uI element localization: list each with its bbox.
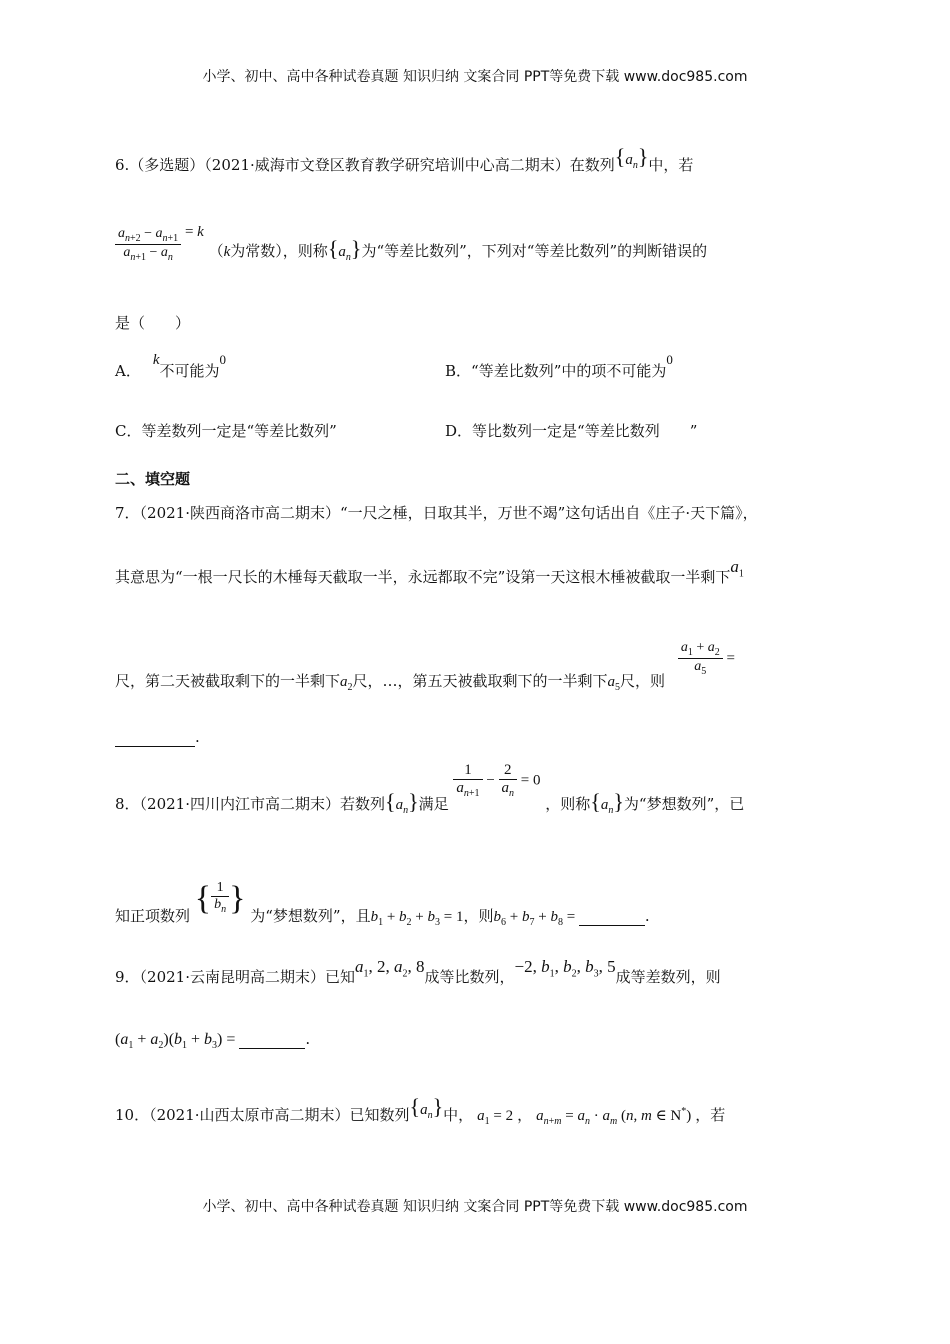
q6-option-d: D．等比数列一定是“等差比数列 ” [445,422,698,440]
q6-option-c: C．等差数列一定是“等差比数列” [115,422,337,440]
q6-ratio-fraction: $\frac{a_{n+2} - a_{n+1}}{a_{n+1} - a_n}$ [115,226,181,263]
answer-blank[interactable] [115,728,195,747]
q7-fraction: $\frac{a_1 + a_2}{a_5}$ [678,640,723,677]
q6-option-a: A．k不可能为0 [115,352,227,380]
q6-option-b: B．“等差比数列”中的项不可能为0 [445,352,673,380]
q6-condition-line: $\frac{a_{n+2} - a_{n+1}}{a_{n+1} - a_n}$ = k （k为常数），则称$\{a_n\}$为“等差比数列”，下列对“等差比数列”的判断错误的 [115,226,707,263]
q7-line-2: 其意思为“一根一尺长的木棰每天截取一半，永远都取不完”设第一天这根木棰被截取一半剩下$a_1$ [115,557,744,586]
q8-line-2: 知正项数列 { $\frac{1}{b_n}$ } 为“梦想数列”，且$b_1 + b_2 + b_3 = 1$，则$b_6 + b_7 + b_8$ = . [115,879,650,928]
page-footer: 小学、初中、高中各种试卷真题 知识归纳 文案合同 PPT等免费下载 www.doc985.com [202,1199,748,1215]
q10-line-1: 10．（2021·山西太原市高二期末）已知数列$\{a_n\}$中， $a_1 = 2$ ， $a_{n+m} = a_n \cdot a_m$ (n, m ∈ N*) ，若 [115,1094,726,1127]
q9-line-2: $(a_1 + a_2)(b_1 + b_3)$ = . [115,1030,311,1052]
seq-a-n: $\{a_n\}$ [614,144,649,171]
q8-fraction-2: $\frac{2}{a_n}$ [499,762,518,799]
answer-blank[interactable] [579,907,645,926]
q9-line-1: 9．（2021·云南昆明高二期末）已知$a_1$, 2, $a_2$, 8成等比数列，−2, $b_1$, $b_2$, $b_3$, 5成等差数列，则 [115,957,721,986]
q8-fraction-b: $\frac{1}{b_n}$ [211,880,229,915]
q6-stem-end: 是（ ） [115,314,191,332]
q8-fraction-1: $\frac{1}{a_{n+1}}$ [453,762,482,799]
q7-answer-blank: . [115,728,200,747]
answer-blank[interactable] [239,1030,305,1049]
section-heading-fill-blank: 二、填空题 [115,470,191,488]
q7-line-3: 尺，第二天被截取剩下的一半剩下$a_2$尺，…，第五天被截取剩下的一半剩下$a_5$尺，则 $\frac{a_1 + a_2}{a_5}$ = [115,640,735,694]
page-header: 小学、初中、高中各种试卷真题 知识归纳 文案合同 PPT等免费下载 www.doc985.com [202,69,748,85]
q8-line-1: 8．（2021·四川内江市高二期末）若数列$\{a_n\}$满足 $\frac{1}{a_{n+1}}$ − $\frac{2}{a_n}$ = 0 ，则称$\{a_n\}$为“梦想数列”，已 [115,762,745,816]
q6-intro-line: 6.（多选题）（2021·威海市文登区教育教学研究培训中心高二期末）在数列$\{a_n\}$中，若 [115,144,694,174]
q7-line-1: 7．（2021·陕西商洛市高二期末）“一尺之棰，日取其半，万世不竭”这句话出自《庄子·天下篇》， [115,504,758,522]
